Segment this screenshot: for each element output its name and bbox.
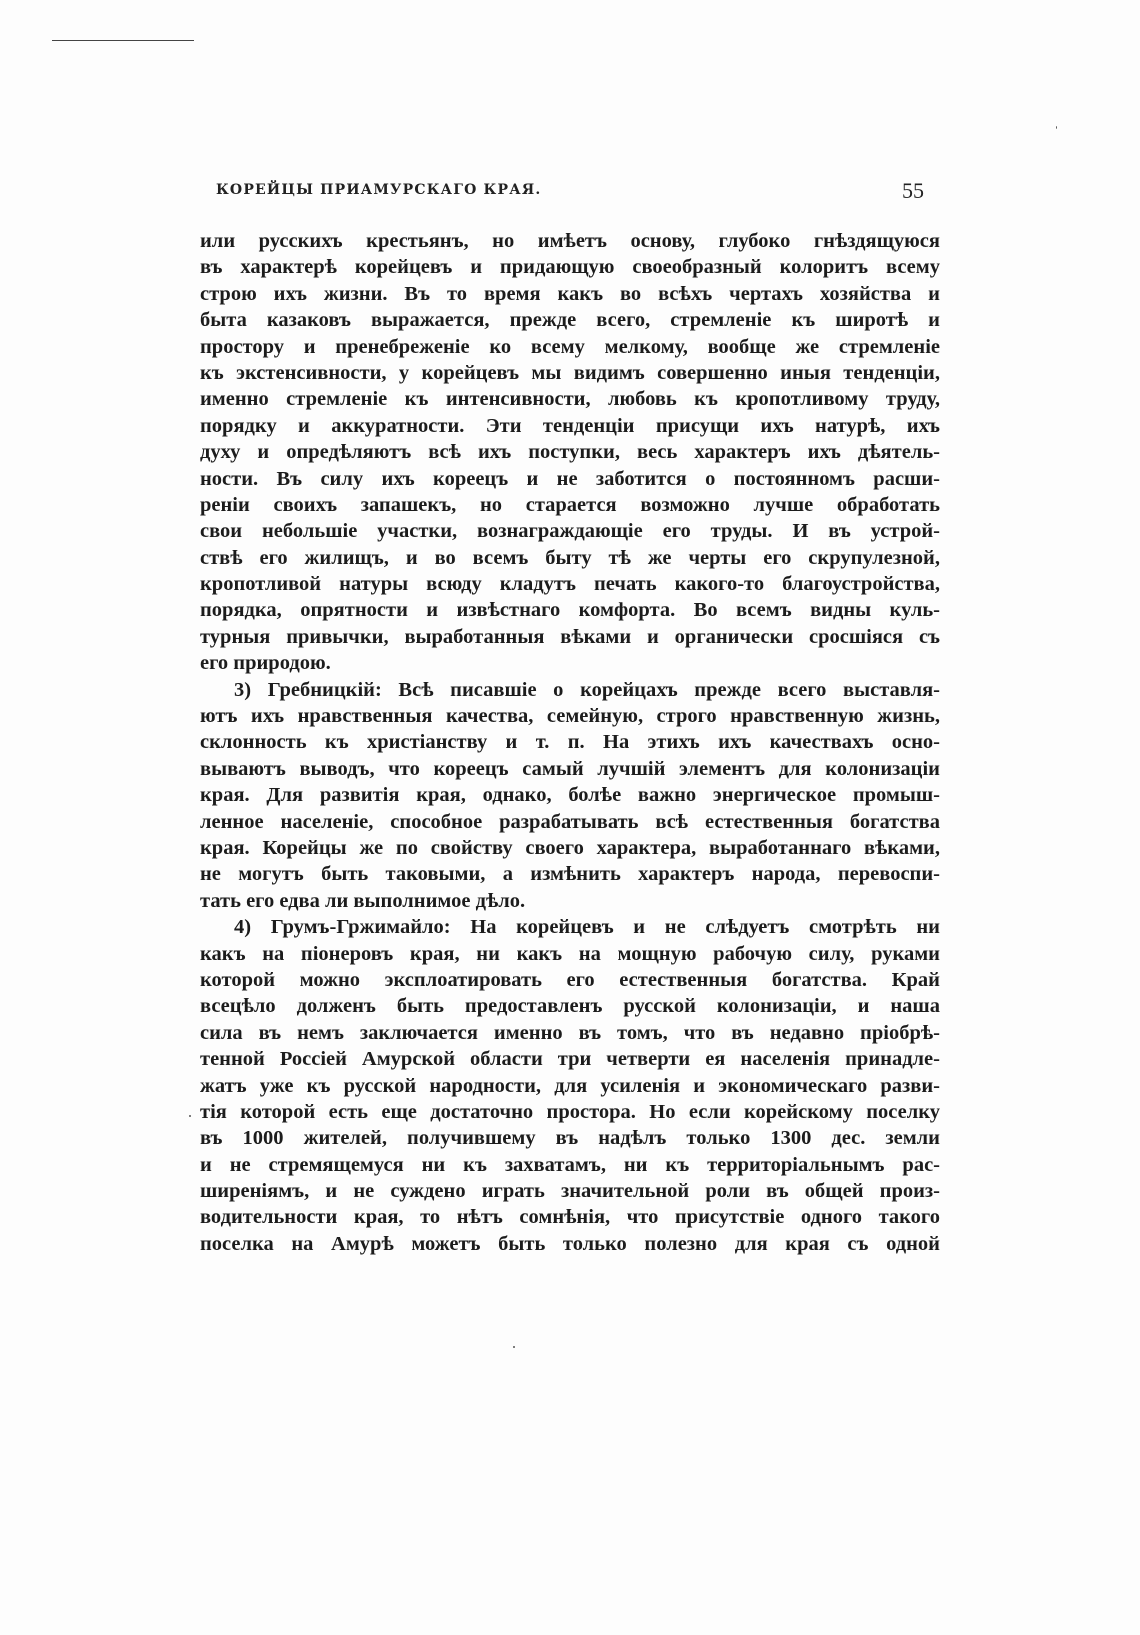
text-line: которой можно эксплоатировать его естественныя богатства. Край: [200, 968, 940, 991]
text-line: тенной Россіей Амурской области три четверти ея населенія принадле-: [200, 1048, 940, 1071]
text-line: какъ на піонеровъ края, ни какъ на мощную рабочую силу, руками: [200, 942, 940, 965]
text-line: поселка на Амурѣ можетъ быть только полезно для края съ одной: [200, 1232, 940, 1255]
text-line: въ 1000 жителей, получившему въ надѣлъ только 1300 дес. земли: [200, 1127, 940, 1150]
text-line: водительности края, то нѣтъ сомнѣнія, что присутствіе одного такого: [200, 1206, 940, 1229]
text-line: вываютъ выводъ, что кореецъ самый лучшій элементъ для колонизаціи: [200, 757, 940, 780]
text-line: края. Корейцы же по свойству своего характера, выработаннаго вѣками,: [200, 836, 940, 859]
scan-speck: [189, 1115, 191, 1117]
page-header: [200, 178, 940, 210]
page-number: 55: [902, 178, 924, 203]
text-line: реніи своихъ запашекъ, но старается возможно лучше обработать: [200, 493, 940, 516]
text-line: турныя привычки, выработанныя вѣками и органически сросшіяся съ: [200, 625, 940, 648]
text-line: не могутъ быть таковыми, а измѣнить характеръ народа, перевоспи-: [200, 863, 940, 886]
text-line: жатъ уже къ русской народности, для усиленія и экономическаго разви-: [200, 1074, 940, 1097]
text-line: ствѣ его жилищъ, и во всемъ быту тѣ же черты его скрупулезной,: [200, 546, 940, 569]
text-line: тія которой есть еще достаточно простора. Но если корейскому поселку: [200, 1100, 940, 1123]
text-line: порядку и аккуратности. Эти тенденціи присущи ихъ натурѣ, ихъ: [200, 414, 940, 437]
text-line: его природою.: [200, 652, 331, 675]
text-line: склонность къ христіанству и т. п. На этихъ ихъ качествахъ осно-: [200, 731, 940, 754]
text-line: порядка, опрятности и извѣстнаго комфорта. Во всемъ видны куль-: [200, 599, 940, 622]
text-line: именно стремленіе къ интенсивности, любовь къ кропотливому труду,: [200, 388, 940, 411]
text-line: кропотливой натуры всюду кладутъ печать какого-то благоустройства,: [200, 573, 940, 596]
text-line: или русскихъ крестьянъ, но имѣетъ основу, глубоко гнѣздящуюся: [200, 230, 940, 252]
scan-speck: [513, 1346, 515, 1348]
body-text: [200, 228, 940, 1257]
text-line: всецѣло долженъ быть предоставленъ русской колонизаціи, и наша: [200, 995, 940, 1018]
corner-rule: [52, 40, 194, 41]
text-line: духу и опредѣляютъ всѣ ихъ поступки, весь характеръ ихъ дѣятель-: [200, 441, 940, 464]
scan-speck: [1056, 126, 1057, 129]
text-line: простору и пренебреженіе ко всему мелкому, вообще же стремленіе: [200, 335, 940, 358]
text-line: къ экстенсивности, у корейцевъ мы видимъ совершенно иныя тенденціи,: [200, 361, 940, 384]
text-line: и не стремящемуся ни къ захватамъ, ни къ территоріальнымъ рас-: [200, 1153, 940, 1176]
text-line: быта казаковъ выражается, прежде всего, стремленіе къ широтѣ и: [200, 309, 940, 332]
text-line: ютъ ихъ нравственныя качества, семейную, строго нравственную жизнь,: [200, 705, 940, 728]
text-line: въ характерѣ корейцевъ и придающую своеобразный колоритъ всему: [200, 256, 940, 279]
running-title: КОРЕЙЦЫ ПРИАМУРСКАГО КРАЯ.: [216, 182, 542, 198]
text-line: свои небольшіе участки, вознаграждающіе его труды. И въ устрой-: [200, 520, 940, 543]
text-line: сила въ немъ заключается именно въ томъ, что въ недавно пріобрѣ-: [200, 1021, 940, 1044]
text-line: тать его едва ли выполнимое дѣло.: [200, 889, 526, 912]
text-line: 3) Гребницкій: Всѣ писавшіе о корейцахъ прежде всего выставля-: [234, 678, 940, 701]
text-line: строю ихъ жизни. Въ то время какъ во всѣхъ чертахъ хозяйства и: [200, 282, 940, 305]
text-line: ности. Въ силу ихъ кореецъ и не заботится о постоянномъ расши-: [200, 467, 940, 490]
text-line: ширеніямъ, и не суждено играть значительной роли въ общей произ-: [200, 1180, 940, 1203]
text-line: 4) Грумъ-Гржимайло: На корейцевъ и не слѣдуетъ смотрѣть ни: [234, 916, 940, 939]
text-line: края. Для развитія края, однако, болѣе важно энергическое промыш-: [200, 784, 940, 807]
text-line: ленное населеніе, способное разрабатывать всѣ естественныя богатства: [200, 810, 940, 833]
